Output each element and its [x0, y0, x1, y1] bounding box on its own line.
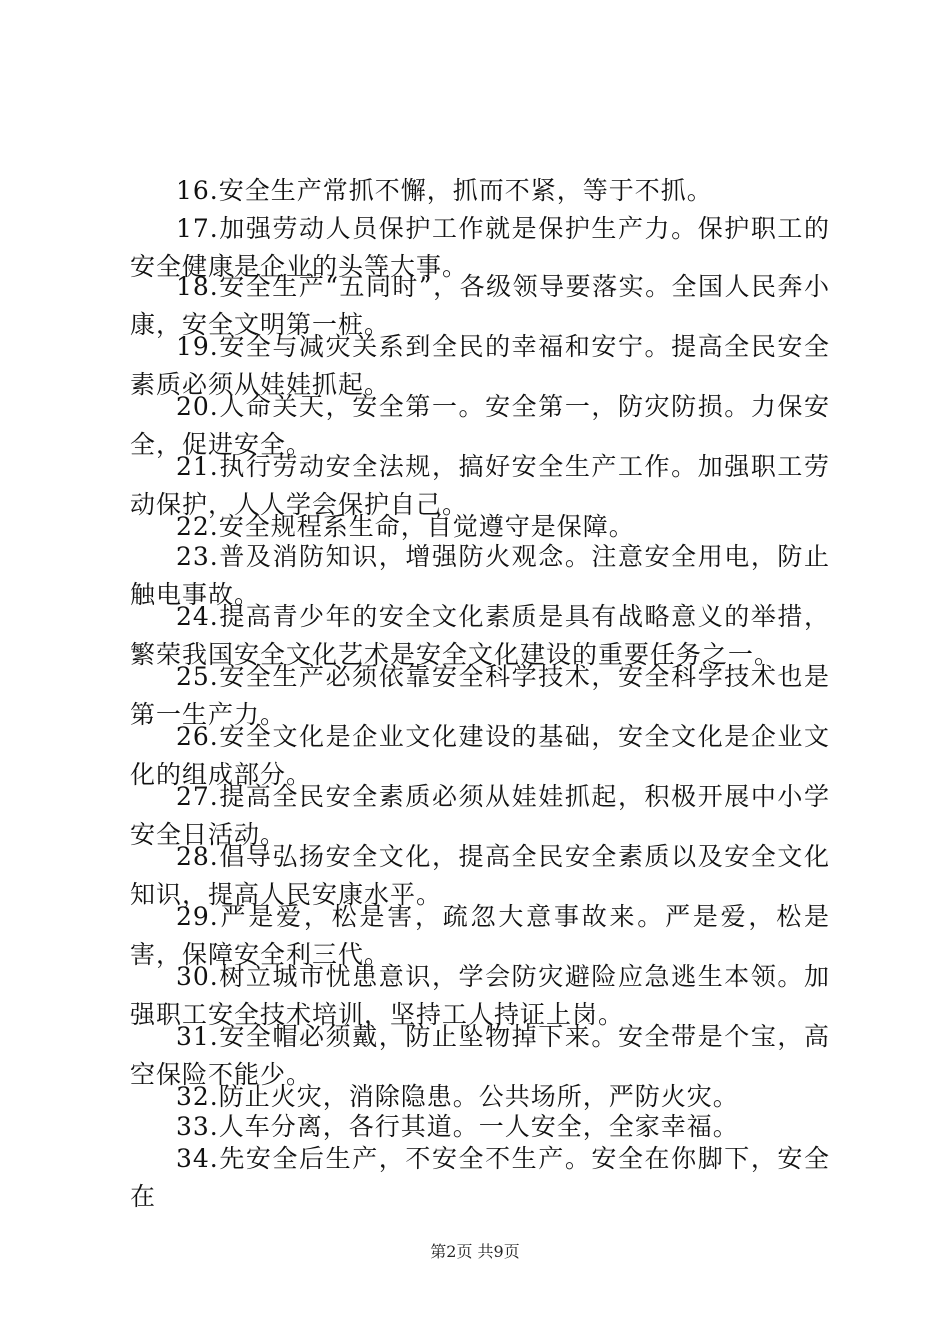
paragraph-17: 17.加强劳动人员保护工作就是保护生产力。保护职工的安全健康是企业的头等大事。	[130, 214, 830, 281]
paragraph-34: 34.先安全后生产，不安全不生产。安全在你脚下，安全在	[130, 1144, 830, 1211]
paragraph-18: 18.安全生产“五同时”，各级领导要落实。全国人民奔小康，安全文明第一桩。	[130, 272, 830, 339]
paragraph-27: 27.提高全民安全素质必须从娃娃抓起，积极开展中小学安全日活动。	[130, 782, 830, 849]
paragraph-28: 28.倡导弘扬安全文化，提高全民安全素质以及安全文化知识，提高人民安康水平。	[130, 842, 830, 909]
paragraph-25: 25.安全生产必须依靠安全科学技术，安全科学技术也是第一生产力。	[130, 662, 830, 729]
paragraph-24: 24.提高青少年的安全文化素质是具有战略意义的举措，繁荣我国安全文化艺术是安全文化建设的重要任务之一。	[130, 602, 830, 669]
paragraph-22: 22.安全规程系生命，自觉遵守是保障。	[176, 512, 635, 541]
paragraph-31: 31.安全帽必须戴，防止坠物掉下来。安全带是个宝，高空保险不能少。	[130, 1022, 830, 1089]
paragraph-32: 32.防止火灾，消除隐患。公共场所，严防火灾。	[176, 1082, 739, 1111]
paragraph-30: 30.树立城市忧患意识，学会防灾避险应急逃生本领。加强职工安全技术培训，坚持工人持证上岗。	[130, 962, 830, 1029]
paragraph-33: 33.人车分离，各行其道。一人安全，全家幸福。	[176, 1112, 739, 1141]
paragraph-20: 20.人命关天，安全第一。安全第一，防灾防损。力保安全，促进安全。	[130, 392, 830, 459]
paragraph-23: 23.普及消防知识，增强防火观念。注意安全用电，防止触电事故。	[130, 542, 830, 609]
page-footer: 第2页 共9页	[430, 1242, 520, 1261]
paragraph-16: 16.安全生产常抓不懈，抓而不紧，等于不抓。	[176, 176, 713, 205]
paragraph-19: 19.安全与减灾关系到全民的幸福和安宁。提高全民安全素质必须从娃娃抓起。	[130, 332, 830, 399]
paragraph-26: 26.安全文化是企业文化建设的基础，安全文化是企业文化的组成部分。	[130, 722, 830, 789]
paragraph-29: 29.严是爱，松是害，疏忽大意事故来。严是爱，松是害，保障安全利三代。	[130, 902, 830, 969]
paragraph-21: 21.执行劳动安全法规，搞好安全生产工作。加强职工劳动保护，人人学会保护自己。	[130, 452, 830, 519]
